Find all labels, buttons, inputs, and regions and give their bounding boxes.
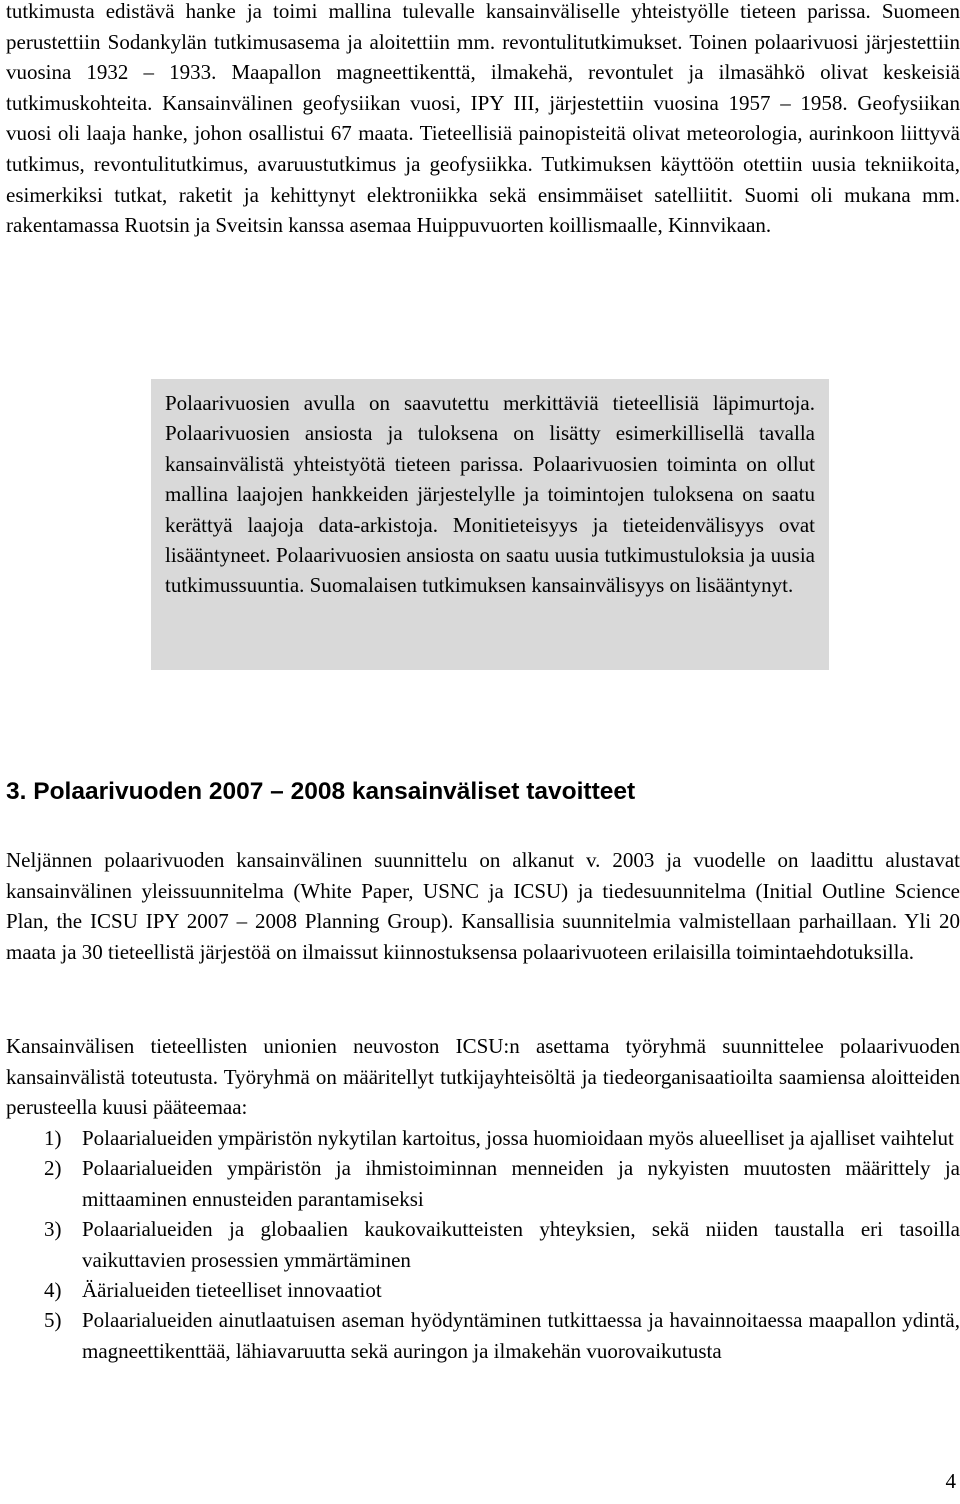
list-item [6, 1305, 960, 1366]
theme-list [6, 1123, 960, 1366]
list-item-number: 4) [44, 1278, 62, 1303]
list-item-text: Polaarialueiden ympäristön ja ihmistoiminnan menneiden ja nykyisten muutosten määrittely ja mittaaminen ennusteiden parantamiseksi [82, 1156, 960, 1211]
summary-callout-box [151, 379, 829, 670]
callout-text: Polaarivuosien avulla on saavutettu merkittäviä tieteellisiä läpimurtoja. Polaarivuosien ansiosta ja tuloksena on lisätty esimerkillisellä tavalla kansainvälistä yhteistyötä tieteen parissa. Polaarivuosien toiminta on ollut mallina laajojen hankkeiden järjestelylle ja toimintojen tuloksena on saatu kerättyä laajoja data-arkistoja. Monitieteisyys ja tieteidenvälisyys ovat lisääntyneet. Polaarivuosien ansiosta on saatu uusia tutkimustuloksia ja uusia tutkimussuuntia. Suomalaisen tutkimuksen kansainvälisyys on lisääntynyt. [165, 391, 815, 598]
list-item-number: 5) [44, 1308, 62, 1333]
list-item [6, 1214, 960, 1275]
section-heading: 3. Polaarivuoden 2007 – 2008 kansainväliset tavoitteet [6, 778, 636, 805]
list-item [6, 1275, 960, 1305]
list-item-number: 2) [44, 1156, 62, 1181]
list-item-text: Polaarialueiden ainutlaatuisen aseman hyödyntäminen tutkittaessa ja havainnoitaessa maapallon ydintä, magneettikenttää, lähiavaruutta sekä auringon ja ilmakehän vuorovaikutusta [82, 1308, 960, 1363]
list-item [6, 1123, 960, 1153]
list-item-text: Polaarialueiden ja globaalien kaukovaikutteisten yhteyksien, sekä niiden taustalla eri tasoilla vaikuttavien prosessien ymmärtäminen [82, 1217, 960, 1272]
intro-paragraph: tutkimusta edistävä hanke ja toimi mallina tulevalle kansainväliselle yhteistyölle tieteen parissa. Suomeen perustettiin Sodankylän tutkimusasema ja aloitettiin mm. revontulitutkimukset. Toinen polaarivuosi järjestettiin vuosina 1932 – 1933. Maapallon magneettikenttä, ilmakehä, revontulet ja ilmasähkö olivat keskeisiä tutkimuskohteita. Kansainvälinen geofysiikan vuosi, IPY III, järjestettiin vuosina 1957 – 1958. Geofysiikan vuosi oli laaja hanke, johon osallistui 67 maata. Tieteellisiä painopisteitä olivat meteorologia, aurinkoon liittyvä tutkimus, revontulitutkimus, avaruustutkimus ja geofysiikka. Tutkimuksen käyttöön otettiin uusia tekniikoita, esimerkiksi tutkat, raketit ja kehittynyt elektroniikka sekä ensimmäiset satelliitit. Suomi oli mukana mm. rakentamassa Ruotsin ja Sveitsin kanssa asemaa Huippuvuorten koillismaalle, Kinnvikaan. [6, 0, 960, 238]
list-item [6, 1153, 960, 1214]
list-item-number: 3) [44, 1217, 62, 1242]
page-number: 4 [945, 1469, 956, 1493]
icsu-paragraph: Kansainvälisen tieteellisten unionien neuvoston ICSU:n asettama työryhmä suunnittelee polaarivuoden kansainvälistä toteutusta. Työryhmä on määritellyt tutkijayhteisöltä ja tiedeorganisaatioilta saamiensa aloitteiden perusteella kuusi pääteemaa: [6, 1034, 960, 1120]
list-item-number: 1) [44, 1126, 62, 1150]
planning-paragraph: Neljännen polaarivuoden kansainvälinen suunnittelu on alkanut v. 2003 ja vuodelle on laadittu alustavat kansainvälinen yleissuunnitelma (White Paper, USNC ja ICSU) ja tiedesuunnitelma (Initial Outline Science Plan, the ICSU IPY 2007 – 2008 Planning Group). Kansallisia suunnitelmia valmistellaan parhaillaan. Yli 20 maata ja 30 tieteellistä järjestöä on ilmaissut kiinnostuksensa polaarivuoteen erilaisilla toimintaehdotuksilla. [6, 848, 960, 964]
list-item-text: Polaarialueiden ympäristön nykytilan kartoitus, jossa huomioidaan myös alueelliset ja ajalliset vaihtelut [82, 1126, 954, 1150]
list-item-text: Äärialueiden tieteelliset innovaatiot [82, 1278, 382, 1303]
